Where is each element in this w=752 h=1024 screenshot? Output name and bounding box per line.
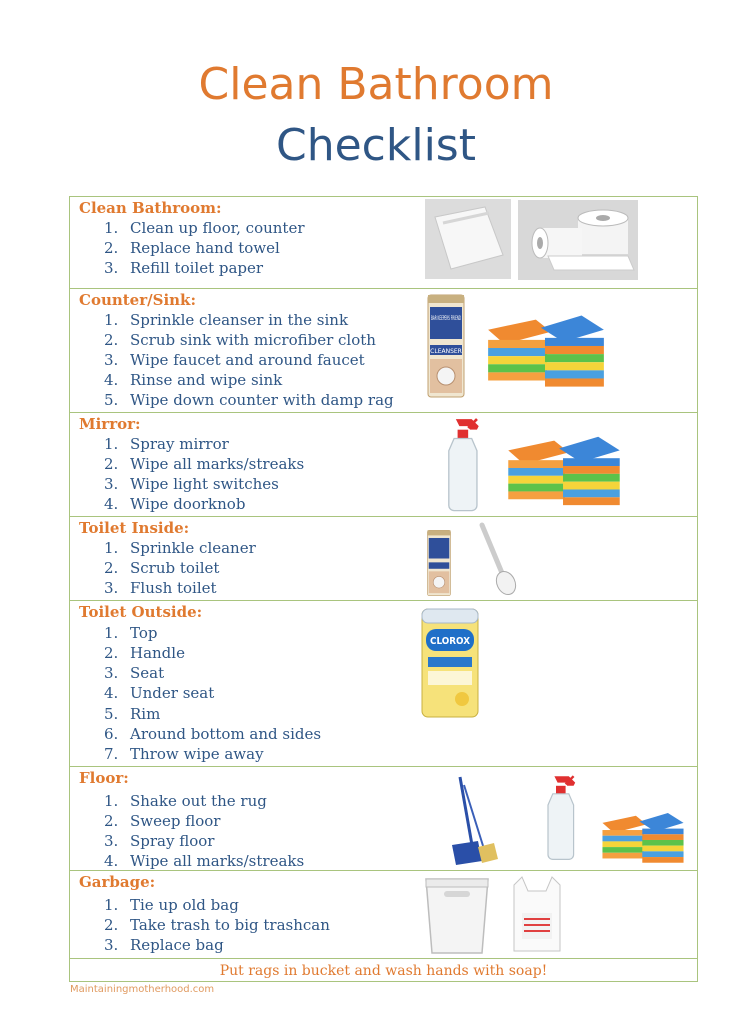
list-item: 4. Wipe doorknob bbox=[104, 495, 246, 513]
list-item: 1. Tie up old bag bbox=[104, 896, 239, 914]
list-item: 2. Wipe all marks/streaks bbox=[104, 455, 305, 473]
spray-bottle-image bbox=[540, 767, 580, 867]
list-item: 3. Wipe light switches bbox=[104, 475, 279, 493]
section-toilet-inside bbox=[70, 517, 697, 601]
list-item: 1. Clean up floor, counter bbox=[104, 219, 305, 237]
list-item: 2. Take trash to big trashcan bbox=[104, 916, 330, 934]
disinfecting-wipes-image bbox=[420, 605, 480, 721]
list-item: 1. Spray mirror bbox=[104, 435, 229, 453]
page-title: Clean Bathroom bbox=[198, 59, 554, 110]
towel-image bbox=[425, 199, 511, 279]
list-item: 6. Around bottom and sides bbox=[104, 725, 322, 743]
plastic-bag-image bbox=[508, 875, 566, 957]
section-title: Counter/Sink: bbox=[79, 291, 196, 309]
page-subtitle: Checklist bbox=[276, 120, 476, 171]
list-item: 2. Scrub toilet bbox=[104, 559, 220, 577]
section-mirror bbox=[70, 413, 697, 517]
list-item: 3. Seat bbox=[104, 664, 165, 682]
cleanser-can-image bbox=[426, 529, 452, 597]
list-item: 1. Top bbox=[104, 624, 158, 642]
svg-text:CLEANSER: CLEANSER bbox=[430, 348, 462, 355]
section-floor bbox=[70, 767, 697, 871]
list-item: 2. Scrub sink with microfiber cloth bbox=[104, 331, 376, 349]
list-item: 3. Wipe faucet and around faucet bbox=[104, 351, 365, 369]
section-garbage bbox=[70, 871, 697, 959]
section-title: Toilet Inside: bbox=[79, 519, 190, 537]
list-item: 3. Spray floor bbox=[104, 832, 215, 850]
list-item: 4. Under seat bbox=[104, 684, 215, 702]
list-item: 1. Sprinkle cleanser in the sink bbox=[104, 311, 349, 329]
list-item: 5. Wipe down counter with damp rag bbox=[104, 391, 394, 409]
section-title: Floor: bbox=[79, 769, 129, 787]
list-item: 4. Wipe all marks/streaks bbox=[104, 852, 305, 870]
cleanser-can-image bbox=[426, 293, 466, 399]
list-item: 3. Refill toilet paper bbox=[104, 259, 264, 277]
list-item: 5. Rim bbox=[104, 705, 161, 723]
microfiber-rags-image bbox=[498, 423, 630, 511]
section-title: Clean Bathroom: bbox=[79, 199, 222, 217]
microfiber-rags-image bbox=[596, 803, 690, 867]
microfiber-rags-image bbox=[480, 301, 612, 393]
toilet-brush-image bbox=[474, 521, 520, 597]
footer-note: Put rags in bucket and wash hands with soap! bbox=[219, 963, 548, 979]
broom-dustpan-image bbox=[448, 775, 500, 869]
svg-text:CLOROX: CLOROX bbox=[430, 636, 471, 647]
list-item: 7. Throw wipe away bbox=[104, 745, 264, 763]
list-item: 3. Flush toilet bbox=[104, 579, 217, 597]
site-credit: Maintainingmotherhood.com bbox=[70, 984, 215, 995]
checklist-table bbox=[69, 196, 698, 982]
list-item: 2. Replace hand towel bbox=[104, 239, 280, 257]
section-toilet-outside bbox=[70, 601, 697, 767]
section-title: Mirror: bbox=[79, 415, 141, 433]
svg-text:BAR KEEPERS FRIEND: BAR KEEPERS FRIEND bbox=[431, 315, 462, 322]
list-item: 2. Handle bbox=[104, 644, 185, 662]
list-item: 4. Rinse and wipe sink bbox=[104, 371, 283, 389]
section-title: Garbage: bbox=[79, 873, 156, 891]
list-item: 3. Replace bag bbox=[104, 936, 224, 954]
list-item: 2. Sweep floor bbox=[104, 812, 221, 830]
section-title: Toilet Outside: bbox=[79, 603, 203, 621]
section-counter-sink bbox=[70, 289, 697, 413]
spray-bottle-image bbox=[440, 415, 484, 513]
trashcan-image bbox=[422, 875, 492, 955]
section-clean-bathroom bbox=[70, 197, 697, 289]
toilet-paper-image bbox=[518, 200, 638, 280]
list-item: 1. Sprinkle cleaner bbox=[104, 539, 256, 557]
list-item: 1. Shake out the rug bbox=[104, 792, 267, 810]
